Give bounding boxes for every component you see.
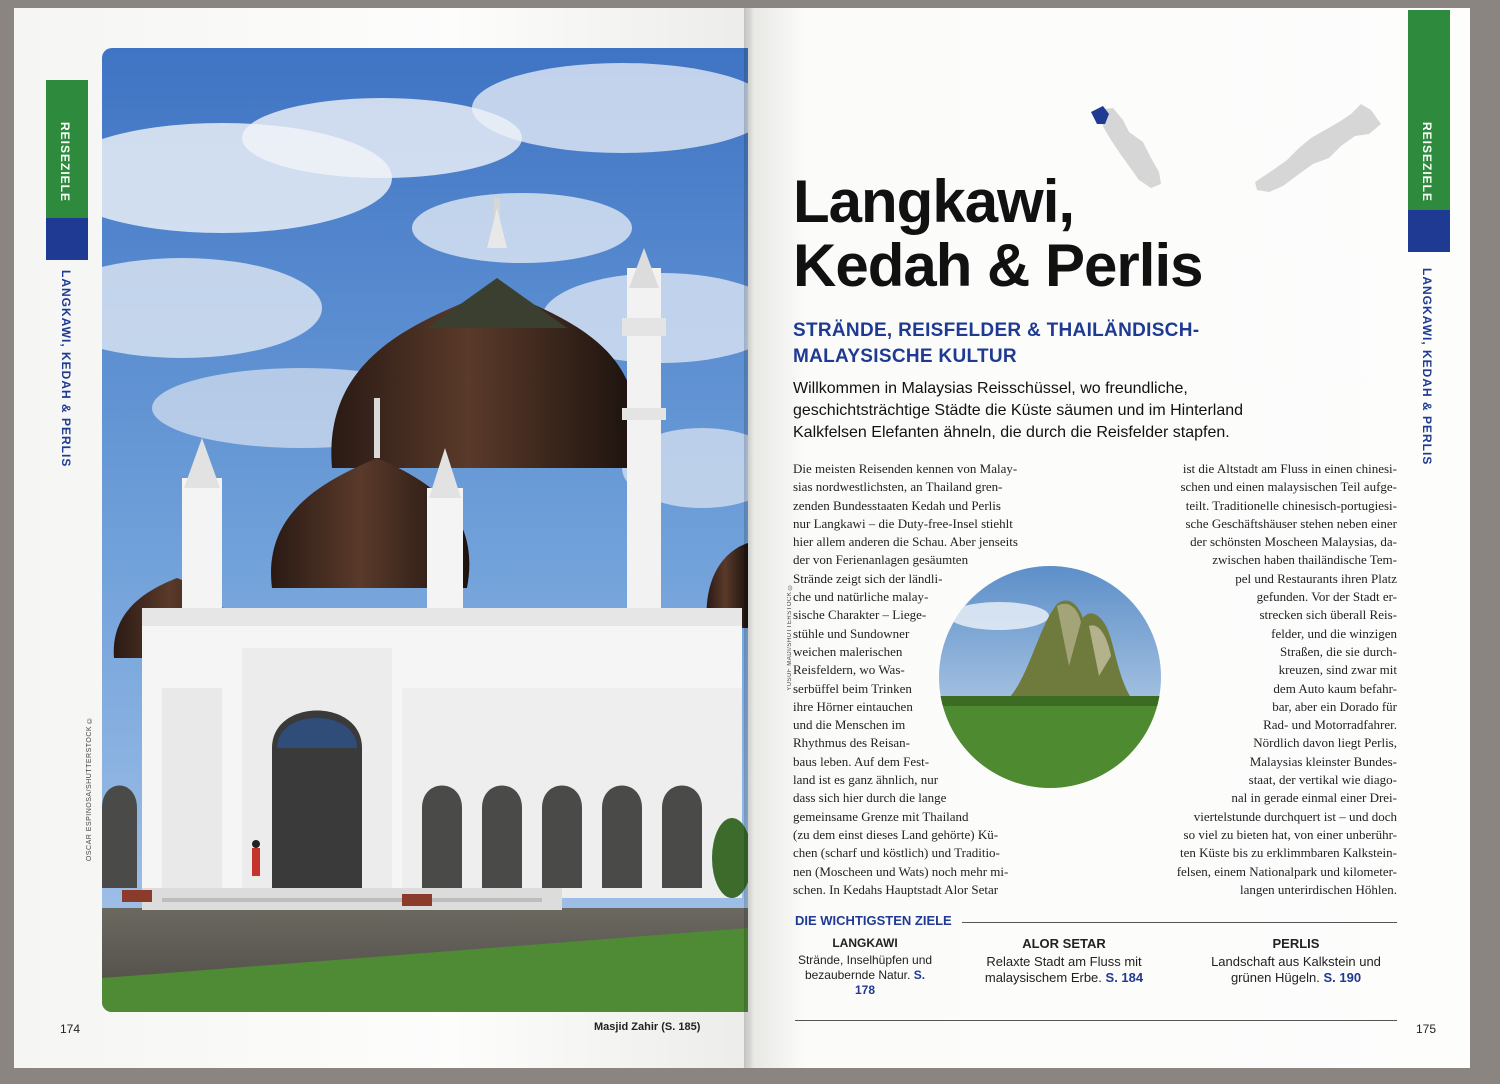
body-line: schen. In Kedahs Hauptstadt Alor Setar (793, 881, 999, 897)
destination-alor-setar (974, 936, 1154, 986)
left-side-label: LANGKAWI, KEDAH & PERLIS (59, 270, 73, 468)
title-line-2: Kedah & Perlis (793, 232, 1203, 299)
body-line: gemeinsame Grenze mit Thailand (793, 808, 969, 824)
body-line: serbüffel beim Trinken (793, 680, 912, 696)
right-tab-label: REISEZIELE (1420, 122, 1434, 203)
destination-name: PERLIS (1272, 936, 1320, 951)
destination-desc-2: bezaubernde Natur. (804, 968, 911, 982)
body-line: viertelstunde durchquert ist – und doch (1193, 808, 1397, 824)
body-line: staat, der vertikal wie diago- (1248, 772, 1397, 788)
body-line: Rad- und Motorradfahrer. (1263, 717, 1397, 733)
body-line: kreuzen, sind zwar mit (1278, 662, 1397, 678)
body-line: Rhythmus des Reisan- (793, 735, 910, 751)
left-photo-credit: OSCAR ESPINOSA/SHUTTERSTOCK © (86, 716, 93, 862)
body-line: felder, und die winzigen (1271, 625, 1397, 641)
destination-desc-2: malaysischem Erbe. (984, 970, 1102, 985)
body-line: chen (scharf und köstlich) und Traditio- (793, 845, 1000, 861)
limestone-hill-photo (939, 566, 1161, 788)
body-line: nur Langkawi – die Duty-free-Insel stiehlt (793, 515, 1013, 531)
body-line: Malaysias kleinster Bundes- (1249, 753, 1397, 769)
destination-desc-1: Strände, Inselhüpfen und (797, 953, 933, 967)
body-line: der von Ferienanlagen gesäumten (793, 552, 969, 568)
body-line: dem Auto kaum befahr- (1273, 680, 1397, 696)
left-section-tab-accent (46, 218, 88, 260)
body-line: langen unterirdischen Höhlen. (1239, 881, 1397, 897)
left-tab-label: REISEZIELE (58, 122, 72, 203)
body-line: gefunden. Vor der Stadt er- (1256, 589, 1397, 605)
body-line: sias nordwestlichsten, an Thailand gren- (793, 479, 1003, 495)
mosque-photo (102, 48, 748, 1012)
right-page-number: 175 (1416, 1022, 1437, 1036)
body-line: teilt. Traditionelle chinesisch-portugiesi- (1185, 497, 1397, 513)
body-line: stühle und Sundowner (793, 625, 910, 641)
destination-page-ref[interactable]: S. 178 (854, 968, 926, 997)
body-line: und die Menschen im (793, 717, 906, 733)
body-line: sische Charakter – Liege- (793, 607, 927, 623)
body-line: zwischen haben thailändische Tem- (1212, 552, 1397, 568)
destination-desc-2: grünen Hügeln. (1230, 970, 1320, 985)
body-line: pel und Restaurants ihren Platz (1235, 570, 1397, 586)
body-line: Strände zeigt sich der ländli- (793, 570, 943, 586)
page-title (793, 170, 1203, 298)
body-line: che und natürliche malay- (793, 589, 929, 605)
body-line: Reisfeldern, wo Was- (793, 662, 905, 678)
body-line: ist die Altstadt am Fluss in einen chinesi- (1182, 461, 1397, 476)
destination-langkawi (795, 936, 935, 998)
body-line: ihre Hörner eintauchen (793, 698, 913, 714)
destination-page-ref[interactable]: S. 184 (1105, 970, 1144, 985)
body-line: Nördlich davon liegt Perlis, (1253, 735, 1397, 751)
subtitle-line-2: MALAYSISCHE KULTUR (793, 346, 1017, 367)
page-subtitle (793, 318, 1199, 370)
body-line: land ist es ganz ähnlich, nur (793, 772, 939, 788)
body-line: zenden Bundesstaaten Kedah und Perlis (793, 497, 1001, 513)
body-line: schen und einen malaysischen Teil aufge- (1180, 479, 1397, 495)
destination-name: ALOR SETAR (1022, 936, 1106, 951)
body-line: (zu dem einst dieses Land gehörte) Kü- (793, 826, 999, 842)
photo-caption: Masjid Zahir (S. 185) (594, 1021, 701, 1033)
destination-page-ref[interactable]: S. 190 (1323, 970, 1362, 985)
destination-desc-1: Landschaft aus Kalkstein und (1211, 954, 1381, 969)
body-line: bar, aber ein Dorado für (1272, 698, 1397, 714)
body-line: so viel zu bieten hat, von einer unberühr- (1183, 826, 1397, 842)
body-line: Straßen, die sie durch- (1280, 643, 1397, 659)
intro-paragraph: Willkommen in Malaysias Reisschüssel, wo freundliche, geschichtsträchtige Städte die Küste säumen und im Hinterland Kalkfelsen Elefanten ähneln, die durch die Reisfelder stapfen. (793, 380, 1244, 441)
right-side-label: LANGKAWI, KEDAH & PERLIS (1420, 268, 1434, 466)
body-line: der schönsten Moscheen Malaysias, da- (1190, 534, 1397, 550)
left-page-number: 174 (60, 1022, 81, 1036)
top-destinations-heading: DIE WICHTIGSTEN ZIELE (795, 913, 952, 928)
destination-perlis (1198, 936, 1394, 986)
destination-desc-1: Relaxte Stadt am Fluss mit (986, 954, 1142, 969)
body-line: weichen malerischen (793, 643, 903, 659)
body-line: strecken sich überall Reis- (1259, 607, 1397, 623)
title-line-1: Langkawi, (793, 168, 1075, 235)
body-line: ten Küste bis zu erklimmbaren Kalkstein- (1180, 845, 1397, 861)
right-section-tab-accent (1408, 210, 1450, 252)
body-line: sche Geschäftshäuser stehen neben einer (1185, 515, 1397, 531)
top-destinations-rule (962, 922, 1397, 923)
body-line: hier allem anderen die Schau. Aber jenseits (793, 534, 1018, 550)
destination-name: LANGKAWI (832, 936, 898, 950)
body-line: nen (Moscheen und Wats) noch mehr mi- (793, 863, 1009, 879)
body-line: felsen, einem Nationalpark und kilometer- (1176, 863, 1397, 879)
body-line: nal in gerade einmal einer Drei- (1231, 790, 1397, 806)
body-line: Die meisten Reisenden kennen von Malay- (793, 461, 1018, 476)
book-spine (744, 8, 754, 1068)
subtitle-line-1: STRÄNDE, REISFELDER & THAILÄNDISCH- (793, 320, 1200, 341)
footer-rule (795, 1020, 1397, 1021)
body-line: baus leben. Auf dem Fest- (793, 753, 930, 769)
body-line: dass sich hier durch die lange (793, 790, 947, 806)
inset-photo-credit: YUSUF MADI/SHUTTERSTOCK © (787, 583, 793, 691)
